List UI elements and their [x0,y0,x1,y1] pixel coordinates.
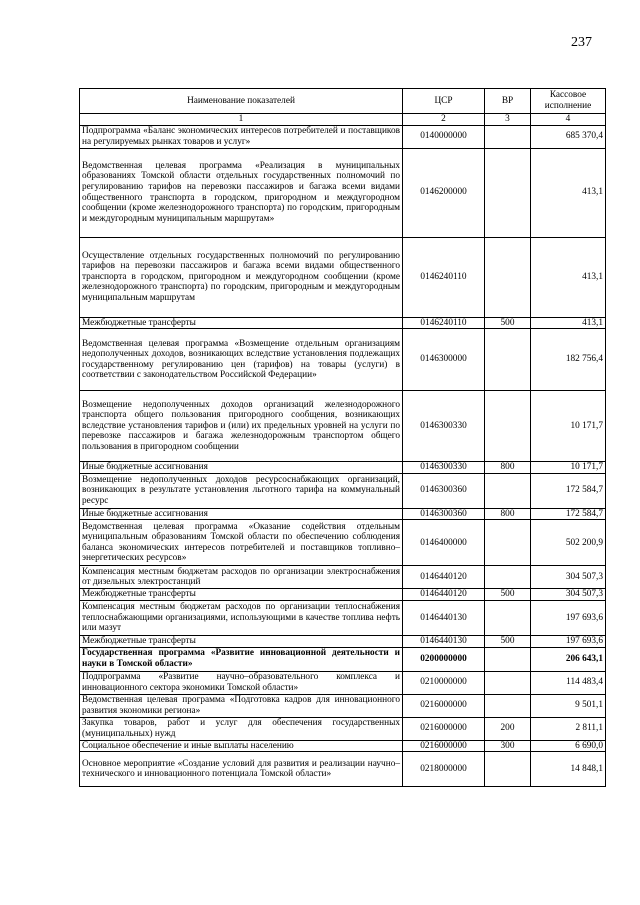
table-row [80,391,606,462]
table-row [80,508,606,520]
header-csr: ЦСР [403,89,485,114]
row-vr [485,671,531,694]
row-csr: 0216000000 [403,740,485,752]
row-amount: 182 756,4 [531,329,606,391]
row-amount: 10 171,7 [531,462,606,474]
row-csr: 0200000000 [403,647,485,671]
table-row [80,566,606,589]
table-row [80,125,606,148]
table-row [80,647,606,671]
row-amount: 413,1 [531,148,606,237]
column-number: 1 [80,114,403,126]
row-csr: 0146300330 [403,462,485,474]
row-vr [485,391,531,462]
row-vr: 800 [485,508,531,520]
row-vr [485,694,531,717]
row-amount: 6 690,0 [531,740,606,752]
column-number: 3 [485,114,531,126]
row-amount: 114 483,4 [531,671,606,694]
table-row [80,600,606,635]
row-amount: 2 811,1 [531,717,606,740]
table-row [80,635,606,647]
row-vr [485,473,531,508]
row-vr: 800 [485,462,531,474]
row-csr: 0216000000 [403,717,485,740]
row-amount: 502 200,9 [531,520,606,566]
row-amount: 413,1 [531,237,606,317]
row-csr: 0146200000 [403,148,485,237]
table-row [80,237,606,317]
table-row [80,671,606,694]
row-vr: 500 [485,635,531,647]
row-csr: 0146300000 [403,329,485,391]
row-name: Подпрограмма «Баланс экономических интересов потребителей и поставщиков на регулируемых рынках товаров и услуг» [80,125,403,148]
row-vr: 200 [485,717,531,740]
table-row [80,752,606,787]
row-amount: 197 693,6 [531,600,606,635]
row-vr [485,520,531,566]
row-vr [485,237,531,317]
row-csr: 0146300360 [403,508,485,520]
table-row [80,317,606,329]
table-row [80,694,606,717]
row-amount: 304 507,3 [531,589,606,601]
row-name: Государственная программа «Развитие инновационной деятельности и науки в Томской области» [80,647,403,671]
row-amount: 304 507,3 [531,566,606,589]
row-vr: 500 [485,317,531,329]
row-amount: 413,1 [531,317,606,329]
row-name: Межбюджетные трансферты [80,317,403,329]
row-csr: 0146440130 [403,600,485,635]
row-name: Ведомственная целевая программа «Оказание содействия отдельным муниципальным образованиям Томской области по обеспечению соблюдения баланса экономических интересов потребителей и поставщиков топливно–энергетических ресурсов» [80,520,403,566]
row-name: Ведомственная целевая программа «Подготовка кадров для инновационного развития экономики региона» [80,694,403,717]
row-csr: 0146440120 [403,589,485,601]
row-amount: 206 643,1 [531,647,606,671]
table-row [80,148,606,237]
column-number-row [80,114,606,126]
row-amount: 172 584,7 [531,473,606,508]
row-csr: 0218000000 [403,752,485,787]
row-amount: 10 171,7 [531,391,606,462]
table-row [80,740,606,752]
row-csr: 0146240110 [403,317,485,329]
row-vr [485,647,531,671]
row-vr [485,566,531,589]
table-row [80,473,606,508]
header-row [80,89,606,114]
row-name: Компенсация местным бюджетам расходов по организации теплоснабжения теплоснабжающими организациями, использующими в качестве топлива нефть или мазут [80,600,403,635]
row-amount: 172 584,7 [531,508,606,520]
row-name: Возмещение недополученных доходов организаций железнодорожного транспорта общего пользования пригородного сообщения, возникающих вследствие установления тарифов и (или) их предельных уровней на услуги по перевозке пассажиров и багажа железнодорожным транспортом общего пользования в пригородном сообщении [80,391,403,462]
page-number: 237 [571,35,592,50]
row-csr: 0146440120 [403,566,485,589]
row-vr [485,752,531,787]
row-name: Иные бюджетные ассигнования [80,462,403,474]
row-csr: 0140000000 [403,125,485,148]
row-csr: 0210000000 [403,671,485,694]
row-vr [485,125,531,148]
header-amount: Кассовое исполнение [531,89,606,114]
table-row [80,462,606,474]
row-name: Межбюджетные трансферты [80,589,403,601]
row-name: Иные бюджетные ассигнования [80,508,403,520]
row-amount: 197 693,6 [531,635,606,647]
column-number: 4 [531,114,606,126]
row-name: Ведомственная целевая программа «Реализация в муниципальных образованиях Томской области отдельных государственных полномочий по регулированию тарифов на перевозки пассажиров и багажа всеми видами общественного транспорта в городском, пригородном и междугородном сообщении (кроме железнодорожного транспорта) по городским, пригородным и междугородным муниципальным маршрутам» [80,148,403,237]
row-vr [485,329,531,391]
table-row [80,329,606,391]
row-csr: 0146300330 [403,391,485,462]
header-name: Наименование показателей [80,89,403,114]
row-csr: 0146400000 [403,520,485,566]
row-name: Осуществление отдельных государственных полномочий по регулированию тарифов на перевозки пассажиров и багажа всеми видами общественного транспорта в городском, пригородном и междугородном сообщении (кроме железнодорожного транспорта) по городским, пригородным и междугородным муниципальным маршрутам [80,237,403,317]
header-vr: ВР [485,89,531,114]
row-vr: 300 [485,740,531,752]
row-csr: 0216000000 [403,694,485,717]
table-row [80,589,606,601]
row-name: Ведомственная целевая программа «Возмещение отдельным организациям недополученных доходов, возникающих вследствие установления подлежащих государственному регулированию цен (тарифов) на товары (услуги) в соответствии с законодательством Российской Федерации» [80,329,403,391]
row-name: Основное мероприятие «Создание условий для развития и реализации научно–технического и инновационного потенциала Томской области» [80,752,403,787]
table-row [80,520,606,566]
row-vr [485,148,531,237]
row-name: Подпрограмма «Развитие научно–образовательного комплекса и инновационного сектора экономики Томской области» [80,671,403,694]
column-number: 2 [403,114,485,126]
row-name: Закупка товаров, работ и услуг для обеспечения государственных (муниципальных) нужд [80,717,403,740]
table-row [80,717,606,740]
row-csr: 0146440130 [403,635,485,647]
row-amount: 9 501,1 [531,694,606,717]
row-csr: 0146240110 [403,237,485,317]
row-name: Социальное обеспечение и иные выплаты населению [80,740,403,752]
row-name: Компенсация местным бюджетам расходов по организации электроснабжения от дизельных электростанций [80,566,403,589]
row-vr [485,600,531,635]
row-name: Возмещение недополученных доходов ресурсоснабжающих организаций, возникающих в результате установления льготного тарифа на коммунальный ресурс [80,473,403,508]
row-amount: 685 370,4 [531,125,606,148]
row-vr: 500 [485,589,531,601]
row-amount: 14 848,1 [531,752,606,787]
row-name: Межбюджетные трансферты [80,635,403,647]
row-csr: 0146300360 [403,473,485,508]
budget-table [79,88,606,787]
